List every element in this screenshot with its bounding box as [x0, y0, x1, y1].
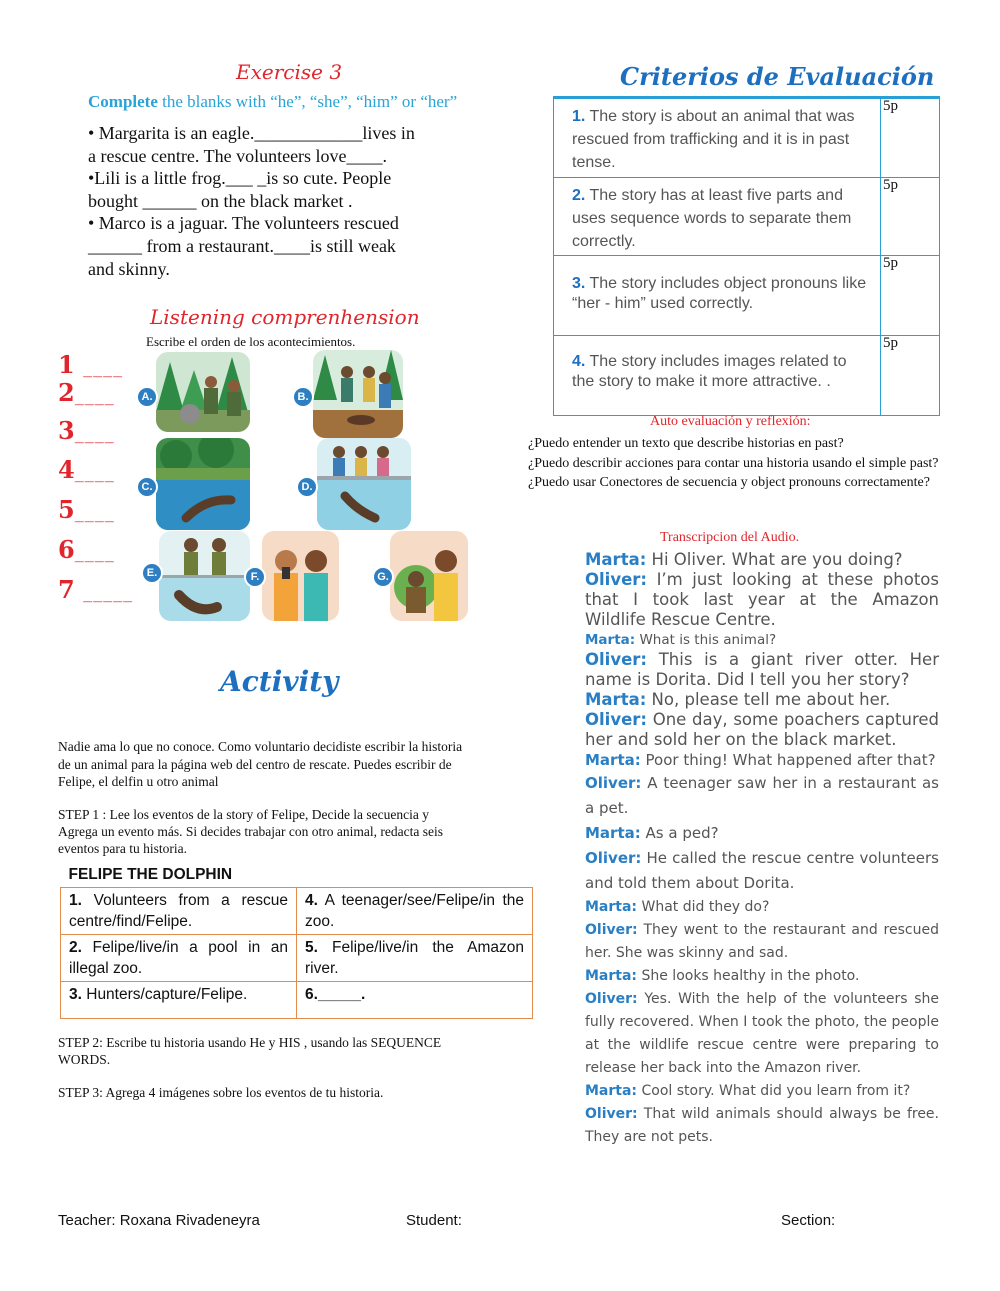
dialogue-line: [585, 550, 939, 570]
criteria-row: [554, 98, 940, 178]
dialogue-line: [585, 750, 939, 771]
exercise-title: Exercise 3: [236, 60, 343, 84]
speaker-name: Oliver:: [585, 650, 648, 669]
speaker-name: Oliver:: [585, 922, 638, 938]
dialogue-line: [585, 570, 939, 630]
dialogue-text: That wild animals should always be free. They are not pets.: [585, 1106, 939, 1145]
picture-label-b: B.: [292, 386, 314, 408]
picture-label-g: G.: [372, 566, 394, 588]
instruction-bold: Complete: [88, 92, 158, 111]
criteria-points: 5p: [881, 98, 940, 178]
event-cell: 4. A teenager/see/Felipe/in the zoo.: [297, 888, 533, 935]
dialogue-text: As a ped?: [640, 824, 719, 842]
table-title: FELIPE THE DOLPHIN: [61, 862, 533, 888]
speaker-name: Oliver:: [585, 774, 642, 792]
dialogue-text: I’m just looking at these photos that I took last year at the Amazon Wildlife Rescue Centre.: [585, 570, 939, 629]
picture-label-e: E.: [141, 562, 163, 584]
event-cell: 2. Felipe/live/in a pool in an illegal zoo.: [61, 935, 297, 982]
order-slot-2[interactable]: 2____: [58, 378, 115, 407]
speaker-name: Oliver:: [585, 710, 648, 729]
dialogue-text: What did they do?: [637, 899, 770, 915]
order-slot-1[interactable]: 1 ____: [58, 350, 124, 379]
order-slot-4[interactable]: 4____: [58, 455, 115, 484]
picture-label-a: A.: [136, 386, 158, 408]
activity-title: Activity: [220, 665, 339, 698]
exercise-line: a rescue centre. The volunteers love____.: [88, 145, 388, 166]
speaker-name: Marta:: [585, 968, 638, 984]
dialogue-text: He called the rescue centre volunteers and told them about Dorita.: [585, 849, 939, 892]
criteria-points: 5p: [881, 178, 940, 256]
order-slot-5[interactable]: 5____: [58, 495, 115, 524]
dialogue-line: [585, 821, 939, 846]
exercise-line: ______ from a restaurant.____is still weak: [88, 235, 396, 256]
criteria-points: 5p: [881, 336, 940, 416]
speaker-name: Oliver:: [585, 1106, 638, 1122]
picture-label-f: F.: [244, 566, 266, 588]
dialogue-line: [585, 650, 939, 690]
exercise-line: bought ______ on the black market .: [88, 190, 353, 211]
speaker-name: Marta:: [585, 751, 641, 769]
speaker-name: Marta:: [585, 1083, 638, 1099]
section-field[interactable]: Section:: [781, 1212, 836, 1229]
dialogue-line: [585, 988, 939, 1080]
dialogue-line: [585, 630, 939, 650]
felipe-events-table: [60, 862, 533, 1019]
order-slot-6[interactable]: 6____: [58, 535, 115, 564]
picture-label-d: D.: [296, 476, 318, 498]
dialogue-text: They went to the restaurant and rescued her. She was skinny and sad.: [585, 922, 939, 961]
dialogue-text: She looks healthy in the photo.: [637, 968, 860, 984]
criteria-table: [553, 96, 940, 416]
exercise-line: and skinny.: [88, 258, 170, 279]
table-row: [61, 888, 533, 935]
event-cell: 5. Felipe/live/in the Amazon river.: [297, 935, 533, 982]
dialogue-line: [585, 690, 939, 710]
picture-label-c: C.: [136, 476, 158, 498]
exercise-line: • Marco is a jaguar. The volunteers rescued: [88, 213, 399, 234]
picture-c: [156, 438, 250, 530]
speaker-name: Marta:: [585, 899, 638, 915]
criteria-text: 1. The story is about an animal that was rescued from trafficking and it is in past tense.: [554, 98, 881, 178]
dialogue-text: What is this animal?: [635, 632, 777, 648]
speaker-name: Oliver:: [585, 991, 638, 1007]
criteria-text: 3. The story includes object pronouns like “her - him” used correctly.: [554, 256, 881, 336]
instruction-text: the blanks with “he”, “she”, “him” or “her”: [157, 92, 458, 111]
dialogue-text: Yes. With the help of the volunteers she fully recovered. When I took the photo, the people at the wildlife rescue centre were preparing to release her back into the Amazon river.: [585, 991, 939, 1076]
criteria-points: 5p: [881, 256, 940, 336]
listening-title: Listening comprenhension: [150, 305, 420, 329]
criteria-text: 2. The story has at least five parts and uses sequence words to separate them correctly.: [554, 178, 881, 256]
dialogue-line: [585, 919, 939, 965]
dialogue-text: One day, some poachers captured her and sold her on the black market.: [585, 710, 939, 749]
picture-b: [313, 350, 403, 438]
criteria-row: [554, 256, 940, 336]
speaker-name: Marta:: [585, 632, 636, 648]
step-2: STEP 2: Escribe tu historia usando He y HIS , usando las SEQUENCE WORDS.: [58, 1035, 442, 1067]
dialogue-text: This is a giant river otter. Her name is Dorita. Did I tell you her story?: [585, 650, 939, 689]
activity-paragraph: Nadie ama lo que no conoce. Como voluntario decidiste escribir la historia de un animal para la página web del centro de rescate. Puedes escribir de Felipe, el delfin u otro animal: [58, 739, 463, 789]
self-eval-question: ¿Puedo describir acciones para contar una historia usando el simple past?: [528, 455, 939, 471]
picture-f: [262, 531, 339, 621]
dialogue-line: [585, 771, 939, 821]
order-slot-3[interactable]: 3____: [58, 416, 115, 445]
dialogue-line: [585, 896, 939, 919]
listening-subtitle: Escribe el orden de los acontecimientos.: [146, 334, 356, 349]
self-eval-question: ¿Puedo entender un texto que describe historias en past?: [528, 436, 844, 451]
self-eval-questions: [528, 434, 939, 493]
order-slot-7[interactable]: 7 _____: [58, 575, 134, 604]
step-3: STEP 3: Agrega 4 imágenes sobre los eventos de tu historia.: [58, 1085, 384, 1100]
teacher-label: Teacher: Roxana Rivadeneyra: [58, 1212, 260, 1229]
self-eval-question: ¿Puedo usar Conectores de secuencia y object pronouns correctamente?: [528, 475, 930, 491]
event-cell-blank[interactable]: 6._____.: [297, 982, 533, 1019]
exercise-body: [88, 122, 448, 280]
dialogue-text: No, please tell me about her.: [646, 690, 891, 709]
dialogue-text: Poor thing! What happened after that?: [640, 751, 936, 769]
speaker-name: Marta:: [585, 690, 647, 709]
exercise-line: •Lili is a little frog.___ _is so cute. People: [88, 168, 392, 189]
dialogue-line: [585, 710, 939, 750]
dialogue-line: [585, 1080, 939, 1103]
picture-a: [156, 352, 250, 432]
speaker-name: Marta:: [585, 550, 647, 569]
picture-g: [390, 531, 468, 621]
dialogue-line: [585, 846, 939, 896]
dialogue-text: Hi Oliver. What are you doing?: [646, 550, 903, 569]
criteria-text: 4. The story includes images related to the story to make it more attractive. .: [554, 336, 881, 416]
exercise-instruction: [88, 92, 457, 112]
picture-e: [159, 531, 250, 621]
student-field[interactable]: Student:: [406, 1212, 462, 1229]
criteria-row: [554, 178, 940, 256]
dialogue-text: Cool story. What did you learn from it?: [637, 1083, 911, 1099]
speaker-name: Marta:: [585, 824, 641, 842]
criteria-title: Criterios de Evaluación: [620, 62, 935, 91]
event-cell: 1. Volunteers from a rescue centre/find/Felipe.: [61, 888, 297, 935]
exercise-line: • Margarita is an eagle.____________lives in: [88, 123, 415, 143]
speaker-name: Oliver:: [585, 849, 642, 867]
step-1: STEP 1 : Lee los eventos de la story of Felipe, Decide la secuencia y Agrega un evento más. Si decides trabajar con otro animal, redacta seis eventos para tu historia.: [58, 807, 443, 856]
criteria-row: [554, 336, 940, 416]
table-row: [61, 982, 533, 1019]
dialogue-line: [585, 1103, 939, 1149]
table-row: [61, 935, 533, 982]
dialogue-line: [585, 965, 939, 988]
picture-d: [317, 438, 411, 530]
transcript-dialogue: [585, 550, 939, 1149]
event-cell: 3. Hunters/capture/Felipe.: [61, 982, 297, 1019]
speaker-name: Oliver:: [585, 570, 648, 589]
dialogue-text: A teenager saw her in a restaurant as a pet.: [585, 774, 939, 817]
transcript-title: Transcripcion del Audio.: [660, 530, 800, 545]
self-eval-title: Auto evaluación y reflexión:: [650, 414, 811, 429]
